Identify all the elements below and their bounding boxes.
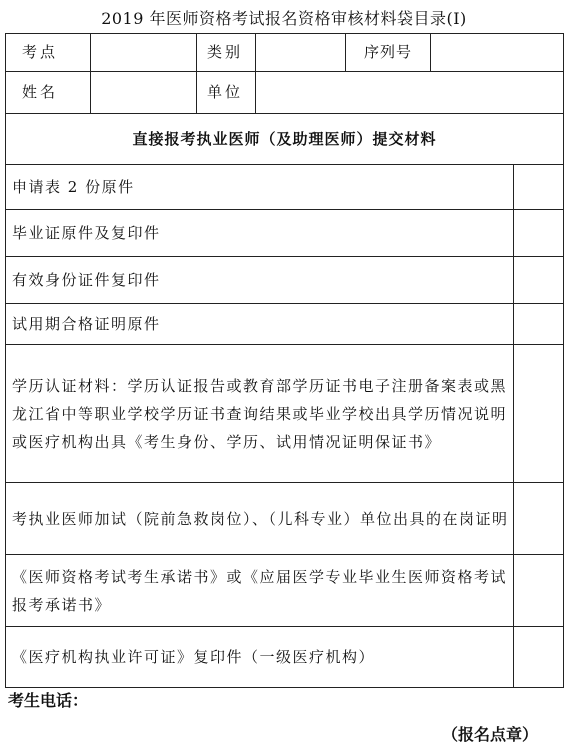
item-on-duty-certificate: 考执业医师加试（院前急救岗位）、（儿科专业）单位出具的在岗证明: [6, 483, 514, 555]
phone-label: 考生电话：: [8, 691, 89, 710]
item-check-box[interactable]: [514, 345, 564, 483]
name-label: 姓名: [6, 72, 91, 114]
list-item: [6, 257, 564, 304]
exam-site-field[interactable]: [91, 34, 197, 72]
section-title-row: [6, 114, 564, 165]
item-application-form: 申请表 2 份原件: [6, 165, 514, 210]
list-item: [6, 165, 564, 210]
category-field[interactable]: [256, 34, 346, 72]
item-check-box[interactable]: [514, 555, 564, 627]
item-commitment-letter: 《医师资格考试考生承诺书》或《应届医学专业毕业生医师资格考试报考承诺书》: [6, 555, 514, 627]
list-item: [6, 483, 564, 555]
item-check-box[interactable]: [514, 257, 564, 304]
serial-field[interactable]: [431, 34, 564, 72]
header-row-2: [6, 72, 564, 114]
materials-table: [5, 33, 564, 688]
item-check-box[interactable]: [514, 165, 564, 210]
unit-field[interactable]: [256, 72, 564, 114]
item-check-box[interactable]: [514, 210, 564, 257]
list-item: [6, 345, 564, 483]
serial-label: 序列号: [346, 34, 431, 72]
list-item: [6, 555, 564, 627]
item-check-box[interactable]: [514, 304, 564, 345]
item-probation-certificate: 试用期合格证明原件: [6, 304, 514, 345]
document-title: 2019 年医师资格考试报名资格审核材料袋目录(I): [101, 9, 467, 28]
item-check-box[interactable]: [514, 627, 564, 688]
item-education-verification: 学历认证材料：学历认证报告或教育部学历证书电子注册备案表或黑龙江省中等职业学校学历证书查询结果或毕业学校出具学历情况说明或医疗机构出具《考生身份、学历、试用情况证明保证书》: [6, 345, 514, 483]
header-row-1: [6, 34, 564, 72]
category-label: 类别: [197, 34, 256, 72]
list-item: [6, 627, 564, 688]
stamp-label: （报名点章）: [441, 725, 538, 744]
item-check-box[interactable]: [514, 483, 564, 555]
list-item: [6, 210, 564, 257]
unit-label: 单位: [197, 72, 256, 114]
exam-site-label: 考点: [6, 34, 91, 72]
item-license-copy: 《医疗机构执业许可证》复印件（一级医疗机构）: [6, 627, 514, 688]
name-field[interactable]: [91, 72, 197, 114]
list-item: [6, 304, 564, 345]
item-id-copy: 有效身份证件复印件: [6, 257, 514, 304]
item-diploma: 毕业证原件及复印件: [6, 210, 514, 257]
section-title: 直接报考执业医师（及助理医师）提交材料: [6, 114, 564, 165]
